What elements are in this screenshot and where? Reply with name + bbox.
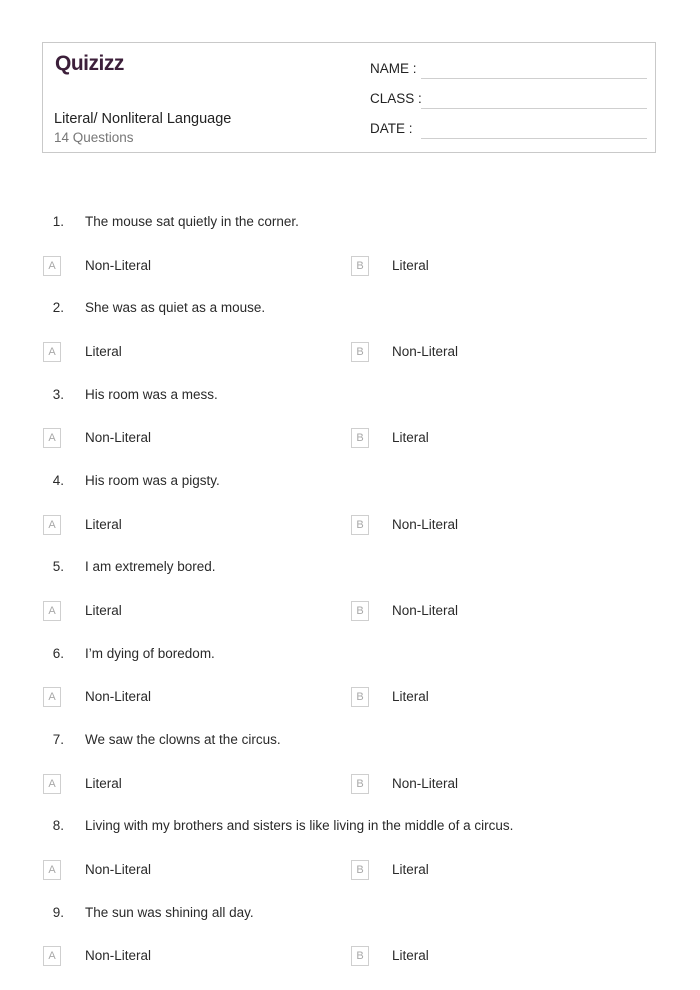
- date-line[interactable]: [421, 138, 647, 139]
- question-text: I’m dying of boredom.: [85, 646, 215, 661]
- question-number: 8.: [52, 818, 64, 833]
- question-text: Living with my brothers and sisters is like living in the middle of a circus.: [85, 818, 514, 833]
- option-b-text[interactable]: Literal: [392, 948, 429, 963]
- class-line[interactable]: [421, 108, 647, 109]
- option-a-badge[interactable]: A: [43, 946, 61, 966]
- option-a-badge[interactable]: A: [43, 342, 61, 362]
- option-a-text[interactable]: Literal: [85, 517, 122, 532]
- question-number: 7.: [52, 732, 64, 747]
- options-row: [0, 601, 700, 623]
- class-label: CLASS :: [370, 91, 422, 106]
- class-field[interactable]: [370, 91, 647, 111]
- question-number: 3.: [52, 387, 64, 402]
- question-row: [0, 818, 700, 838]
- option-b-badge[interactable]: B: [351, 256, 369, 276]
- options-row: [0, 342, 700, 364]
- options-row: [0, 256, 700, 278]
- question-row: [0, 646, 700, 666]
- option-b-badge[interactable]: B: [351, 946, 369, 966]
- option-a-text[interactable]: Literal: [85, 776, 122, 791]
- option-a-text[interactable]: Non-Literal: [85, 862, 152, 877]
- option-a-badge[interactable]: A: [43, 428, 61, 448]
- option-a-text[interactable]: Literal: [85, 603, 122, 618]
- question-row: [0, 214, 700, 234]
- option-b-badge[interactable]: B: [351, 342, 369, 362]
- worksheet-title: Literal/ Nonliteral Language: [54, 111, 232, 127]
- option-a-badge[interactable]: A: [43, 687, 61, 707]
- option-a-badge[interactable]: A: [43, 860, 61, 880]
- quizizz-logo: Quizizz: [55, 52, 124, 75]
- option-b-text[interactable]: Non-Literal: [392, 776, 459, 791]
- option-b-badge[interactable]: B: [351, 774, 369, 794]
- question-row: [0, 387, 700, 407]
- option-a-text[interactable]: Non-Literal: [85, 430, 152, 445]
- question-number: 1.: [52, 214, 64, 229]
- option-a-text[interactable]: Non-Literal: [85, 689, 152, 704]
- question-text: She was as quiet as a mouse.: [85, 300, 266, 315]
- option-b-text[interactable]: Non-Literal: [392, 344, 459, 359]
- options-row: [0, 687, 700, 709]
- option-a-badge[interactable]: A: [43, 256, 61, 276]
- worksheet-header: [42, 42, 656, 153]
- question-number: 4.: [52, 473, 64, 488]
- option-b-text[interactable]: Non-Literal: [392, 603, 459, 618]
- option-b-badge[interactable]: B: [351, 515, 369, 535]
- question-text: The sun was shining all day.: [85, 905, 254, 920]
- name-line[interactable]: [421, 78, 647, 79]
- date-field[interactable]: [370, 121, 647, 141]
- options-row: [0, 774, 700, 796]
- question-number: 2.: [52, 300, 64, 315]
- option-a-text[interactable]: Literal: [85, 344, 122, 359]
- option-b-badge[interactable]: B: [351, 601, 369, 621]
- option-b-text[interactable]: Non-Literal: [392, 517, 459, 532]
- option-b-badge[interactable]: B: [351, 428, 369, 448]
- option-a-text[interactable]: Non-Literal: [85, 258, 152, 273]
- name-label: NAME :: [370, 61, 417, 76]
- option-a-badge[interactable]: A: [43, 515, 61, 535]
- options-row: [0, 515, 700, 537]
- question-text: We saw the clowns at the circus.: [85, 732, 281, 747]
- question-row: [0, 905, 700, 925]
- option-b-badge[interactable]: B: [351, 687, 369, 707]
- date-label: DATE :: [370, 121, 413, 136]
- option-b-text[interactable]: Literal: [392, 430, 429, 445]
- options-row: [0, 946, 700, 968]
- name-field[interactable]: [370, 61, 647, 81]
- question-row: [0, 559, 700, 579]
- question-row: [0, 300, 700, 320]
- question-row: [0, 473, 700, 493]
- option-b-text[interactable]: Literal: [392, 862, 429, 877]
- option-a-badge[interactable]: A: [43, 601, 61, 621]
- question-count: 14 Questions: [54, 130, 134, 145]
- option-a-badge[interactable]: A: [43, 774, 61, 794]
- question-number: 5.: [52, 559, 64, 574]
- option-b-badge[interactable]: B: [351, 860, 369, 880]
- options-row: [0, 860, 700, 882]
- question-text: His room was a mess.: [85, 387, 218, 402]
- question-row: [0, 732, 700, 752]
- question-text: I am extremely bored.: [85, 559, 216, 574]
- question-number: 9.: [52, 905, 64, 920]
- question-text: His room was a pigsty.: [85, 473, 220, 488]
- question-number: 6.: [52, 646, 64, 661]
- option-a-text[interactable]: Non-Literal: [85, 948, 152, 963]
- option-b-text[interactable]: Literal: [392, 689, 429, 704]
- question-text: The mouse sat quietly in the corner.: [85, 214, 299, 229]
- options-row: [0, 428, 700, 450]
- option-b-text[interactable]: Literal: [392, 258, 429, 273]
